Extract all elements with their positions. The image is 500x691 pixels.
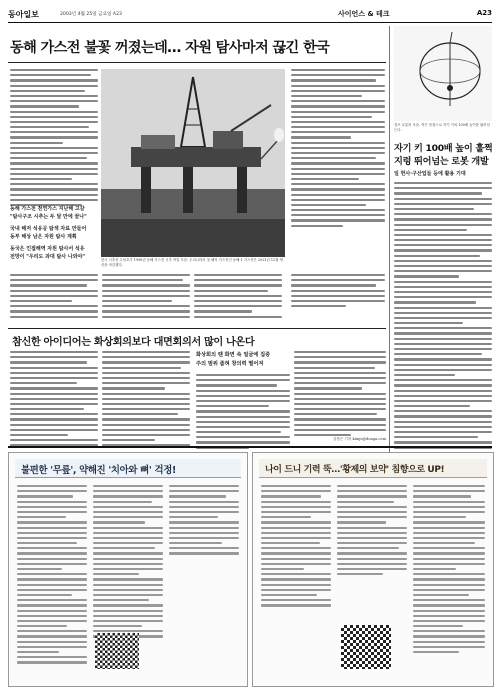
second-body-col1 <box>10 351 98 450</box>
ad-right-col3 <box>413 485 485 656</box>
subhead-3: 국내 해저 석유공 탐색 자료 만들어 <box>10 226 87 232</box>
second-deck-line2: 주의 범위 좁혀 창의력 떨어져 <box>196 361 264 367</box>
lead-photo-caption: 한국 시추선 두성호가 1998년 동해 가스전 시추 작업 모습. 우리나라의 첫 해저 가스전인 동해-1 가스전은 2021년 12월 생산을 마감했다. <box>101 258 283 267</box>
ad-left-col3 <box>169 485 239 558</box>
page-number: A23 <box>476 9 492 17</box>
ad-right-col2 <box>337 485 407 578</box>
robot-photo <box>394 26 492 121</box>
subhead-2: "탐사구조 시추는 두 달 만에 끝나" <box>10 214 87 220</box>
subhead-4: 동부 해상 남은 자원 탐사 계획 <box>10 234 77 240</box>
masthead <box>8 8 492 23</box>
second-byline: 김정은 기자 kimje@donga.com <box>332 437 386 441</box>
lead-photo-oil-rig <box>101 69 285 257</box>
robot-headline-line1: 자기 키 100배 높이 훌쩍 <box>394 143 493 154</box>
second-article-rule <box>8 328 386 329</box>
lead-body-lower <box>10 274 385 326</box>
ad-right-headline: 나이 드니 기력 뚝…'황제의 보약' 침향으로 UP! <box>265 465 445 475</box>
ad-left-col2 <box>93 485 163 641</box>
lead-headline: 동해 가스전 불꽃 꺼졌는데… 자원 탐사마저 끊긴 한국 <box>10 40 330 56</box>
ad-right-headline-box <box>259 459 487 478</box>
second-body-col3 <box>196 374 290 452</box>
ad-right <box>252 452 494 687</box>
ad-left-headline-box <box>15 459 241 478</box>
section-title: 사이언스 & 테크 <box>338 10 390 18</box>
date-line: 2003년 4월 25일 금요일 A23 <box>60 12 122 17</box>
robot-photo-caption: 점프 로봇의 모습. 작은 몸집으로 자기 키의 100배 높이를 뛰어넘는다. <box>394 123 490 132</box>
oil-rig-illustration <box>101 69 285 257</box>
ad-left-col1 <box>17 485 87 667</box>
second-body-col4 <box>294 351 386 439</box>
lead-body-col1 <box>10 69 98 209</box>
ad-left <box>8 452 248 687</box>
ad-left-pattern-image <box>95 633 139 669</box>
robot-byline: 일 헌사·구산업들 등에 활용 기대 <box>394 171 466 177</box>
ad-right-col1 <box>261 485 331 610</box>
ad-left-headline: 불편한 '무릎', 약해진 '치아와 뼈' 걱정! <box>21 465 176 476</box>
lead-subheads <box>10 205 98 261</box>
second-deck-line1: 화상회의 땐 화면 속 얼굴에 집중 <box>196 352 271 358</box>
second-deck <box>196 351 292 369</box>
ad-divider <box>8 446 492 448</box>
ad-right-pattern-image <box>341 625 391 669</box>
jumping-robot-illustration <box>394 26 492 121</box>
headline-rule <box>8 62 386 63</box>
lead-body-col2 <box>291 69 385 230</box>
kicker-1: 동국은 인접해역 자원 탐사서 석유 <box>10 246 85 252</box>
subhead-1: 동해 가스전 천연가스 지난해 고갈 <box>10 206 85 212</box>
robot-headline-line2: 지렁 뛰어넘는 로봇 개발 <box>394 156 489 167</box>
second-headline: 참신한 아이디어는 화상회의보다 대면회의서 많이 나온다 <box>12 337 255 348</box>
newspaper-logo: 동아일보 <box>8 10 39 19</box>
second-body-col2 <box>102 351 190 450</box>
kicker-2: 전망이 "우리도 과대 탐사 나와야" <box>10 254 85 260</box>
